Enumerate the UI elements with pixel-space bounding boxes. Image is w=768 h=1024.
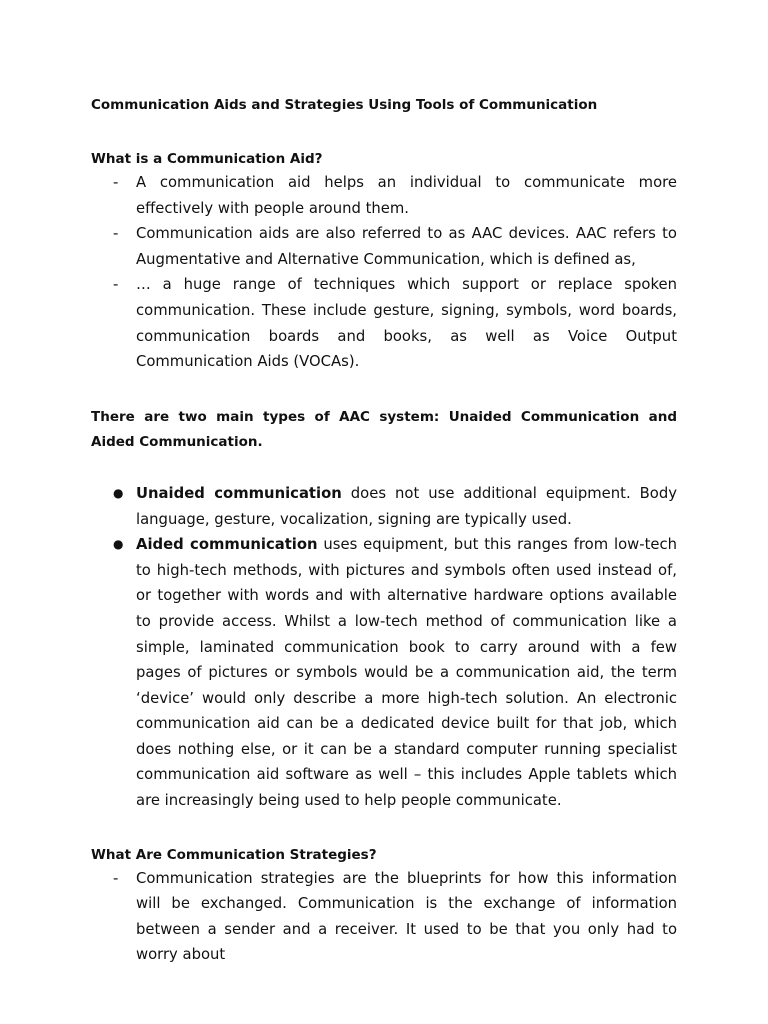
term-aided-communication: Aided communication [136,536,318,554]
heading-aac-system-types: There are two main types of AAC system: Unaided Communication and Aided Communication. [91,408,677,451]
list-item-text: Communication strategies are the blueprints for how this information will be exchanged. Communication is the exchange of information between a sender and a receiver. It used to be that you only had to worry about [136,869,677,964]
list-item [91,221,677,272]
list-item-text: uses equipment, but this ranges from low-tech to high-tech methods, with pictures and symbols often used instead of, or together with words and with alternative hardware options available to provide access. Whilst a low-tech method of communication like a simple, laminated communication book to carry around with a few pages of pictures or symbols would be a communication aid, the term ‘device’ would only describe a more high-tech solution. An electronic communication aid can be a dedicated device built for that job, which does nothing else, or it can be a standard computer running specialist communication aid software as well – this includes Apple tablets which are increasingly being used to help people communicate. [136,536,677,810]
list-item-text: … a huge range of techniques which support or replace spoken communication. These include gesture, signing, symbols, word boards, communication boards and books, as well as Voice Output Communication Aids (VOCAs). [136,276,677,371]
dash-bullet: - [113,869,119,887]
list-item [91,272,677,374]
list-item [91,170,677,221]
list-item [91,481,677,532]
dash-bullet: - [113,276,119,294]
list-item-text: does not use additional equipment. Body language, gesture, vocalization, signing are typically used. [136,484,677,528]
communication-aid-list [91,170,677,375]
heading-what-is-communication-aid: What is a Communication Aid? [91,151,323,167]
list-item [91,532,677,814]
document-title: Communication Aids and Strategies Using Tools of Communication [91,97,598,113]
communication-strategies-list [91,866,677,968]
term-unaided-communication: Unaided communication [136,484,342,502]
list-item [91,866,677,968]
heading-communication-strategies: What Are Communication Strategies? [91,846,377,863]
list-item-text: A communication aid helps an individual to communicate more effectively with people around them. [136,174,677,217]
dash-bullet: - [113,174,119,191]
dot-bullet: ● [113,537,124,552]
list-item-text: Communication aids are also referred to as AAC devices. AAC refers to Augmentative and Alternative Communication, which is defined as, [136,225,677,268]
dot-bullet: ● [113,485,124,500]
aac-types-list [91,481,677,814]
dash-bullet: - [113,225,119,243]
